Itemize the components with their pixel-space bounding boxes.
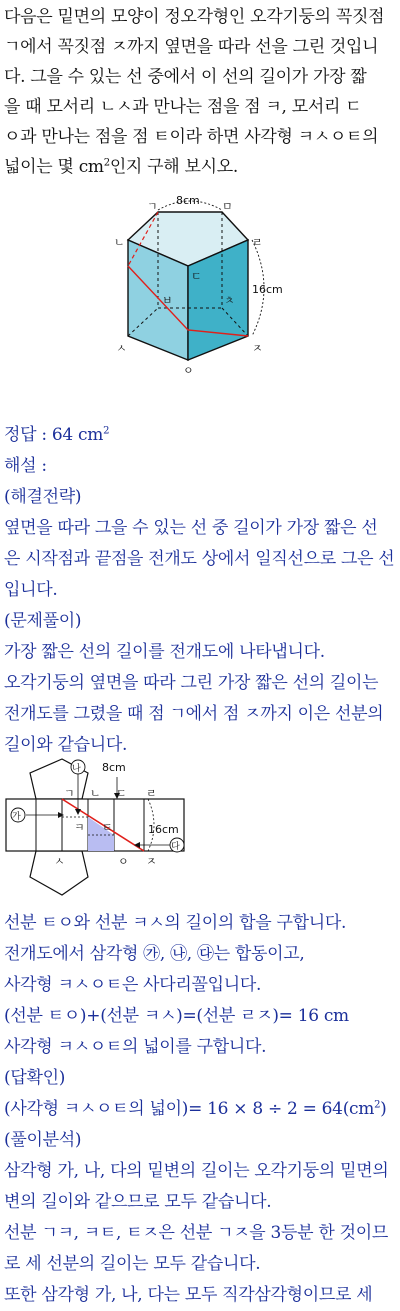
net-vertex-t: ㅌ [102,821,113,834]
answer-section-2 [4,908,398,1311]
circle-da-label: 다 [171,842,180,852]
answer-line: 은 시작점과 끝점을 전개도 상에서 일직선으로 그은 선 [4,549,395,569]
answer-line: 오각기둥의 옆면을 따라 그린 가장 짧은 선의 길이는 [4,673,379,693]
question-line: ㅇ과 만나는 점을 점 ㅌ이라 하면 사각형 ㅋㅅㅇㅌ의 [4,127,379,147]
answer-line: (풀이분석) [4,1130,82,1150]
answer-line: 옆면을 따라 그을 수 있는 선 중 길이가 가장 짧은 선 [4,518,378,538]
question-line: 을 때 모서리 ㄴㅅ과 만나는 점을 점 ㅋ, 모서리 ㄷ [4,97,362,117]
net-vertex-d: ㄷ [116,787,127,800]
answer-value: 정답 : 64 cm [4,425,104,445]
question-text [4,2,398,182]
prism-figure [100,190,300,380]
answer-line: 사각형 ㅋㅅㅇㅌ의 넓이를 구합니다. [4,1037,267,1057]
answer-line: 사각형 ㅋㅅㅇㅌ은 사다리꼴입니다. [4,975,262,995]
net-vertex-j: ㅈ [146,855,157,868]
question-text-part: 인지 구해 보시오. [109,157,238,177]
net-figure [2,755,202,915]
answer-line: 또한 삼각형 가, 나, 다는 모두 직각삼각형이므로 세 [4,1285,373,1305]
net-height-length-label: 16cm [148,823,179,836]
net-vertex-g: ㄱ [64,787,75,800]
height-length-label: 16cm [252,283,283,296]
answer-line: (문제풀이) [4,611,82,631]
answer-section [4,420,398,761]
answer-line: (선분 ㅌㅇ)+(선분 ㅋㅅ)=(선분 ㄹㅈ)= 16 cm [4,1006,349,1026]
answer-line: 선분 ㄱㅋ, ㅋㅌ, ㅌㅈ은 선분 ㄱㅈ을 3등분 한 것이므 [4,1223,388,1243]
answer-line: 변의 길이와 같으므로 모두 같습니다. [4,1192,272,1212]
answer-line: 길이와 같습니다. [4,735,128,755]
answer-line: (해결전략) [4,487,82,507]
vertex-b: ㅂ [162,294,173,307]
vertex-m: ㅁ [222,200,233,213]
vertex-j: ㅈ [252,342,263,355]
formula: (사각형 ㅋㅅㅇㅌ의 넓이)= 16 × 8 ÷ 2 = 64(cm [4,1099,375,1119]
vertex-n: ㄴ [114,236,125,249]
net-top-length-label: 8cm [102,761,126,774]
question-line [4,152,398,182]
answer-line [4,1094,398,1125]
answer-line: 선분 ㅌㅇ와 선분 ㅋㅅ의 길이의 합을 구합니다. [4,913,347,933]
vertex-g: ㄱ [147,200,158,213]
net-vertex-s: ㅅ [54,855,65,868]
answer-line: 가장 짧은 선의 길이를 전개도에 나타냅니다. [4,642,325,662]
question-line: 다. 그을 수 있는 선 중에서 이 선의 길이가 가장 짧 [4,67,367,87]
formula-end: ) [380,1099,387,1119]
circle-na-label: 나 [72,764,81,774]
question-line: ㄱ에서 꼭짓점 ㅈ까지 옆면을 따라 선을 그린 것입니 [4,37,379,57]
vertex-ch: ㅊ [224,294,235,307]
net-vertex-k: ㅋ [74,821,85,834]
vertex-d: ㄷ [191,270,202,283]
vertex-r: ㄹ [252,236,263,249]
answer-line: 삼각형 가, 나, 다의 밑변의 길이는 오각기둥의 밑면의 [4,1161,389,1181]
unit: cm [78,157,104,177]
net-vertex-n: ㄴ [90,787,101,800]
net-vertex-r: ㄹ [146,787,157,800]
question-line: 다음은 밑면의 모양이 정오각형인 오각기둥의 꼭짓점 [4,7,385,27]
answer-line: 전개도에서 삼각형 ㉮, ㉯, ㉰는 합동이고, [4,944,305,964]
net-vertex-o: ㅇ [118,855,129,868]
top-length-label: 8cm [176,194,200,207]
vertex-o: ㅇ [183,364,194,377]
answer-line [4,420,398,451]
answer-line: (답확인) [4,1068,66,1088]
unit-sup: 2 [103,425,110,437]
circle-ga-label: 가 [12,812,21,822]
question-text-part: 넓이는 몇 [4,157,79,177]
answer-line: 로 세 선분의 길이는 모두 같습니다. [4,1254,261,1274]
vertex-s: ㅅ [116,342,127,355]
unit-sup: 2 [103,157,110,169]
answer-line: 전개도를 그렸을 때 점 ㄱ에서 점 ㅈ까지 이은 선분의 [4,704,384,724]
answer-line: 입니다. [4,580,58,600]
unit-sup: 2 [374,1099,381,1111]
answer-line: 해설 : [4,456,47,476]
